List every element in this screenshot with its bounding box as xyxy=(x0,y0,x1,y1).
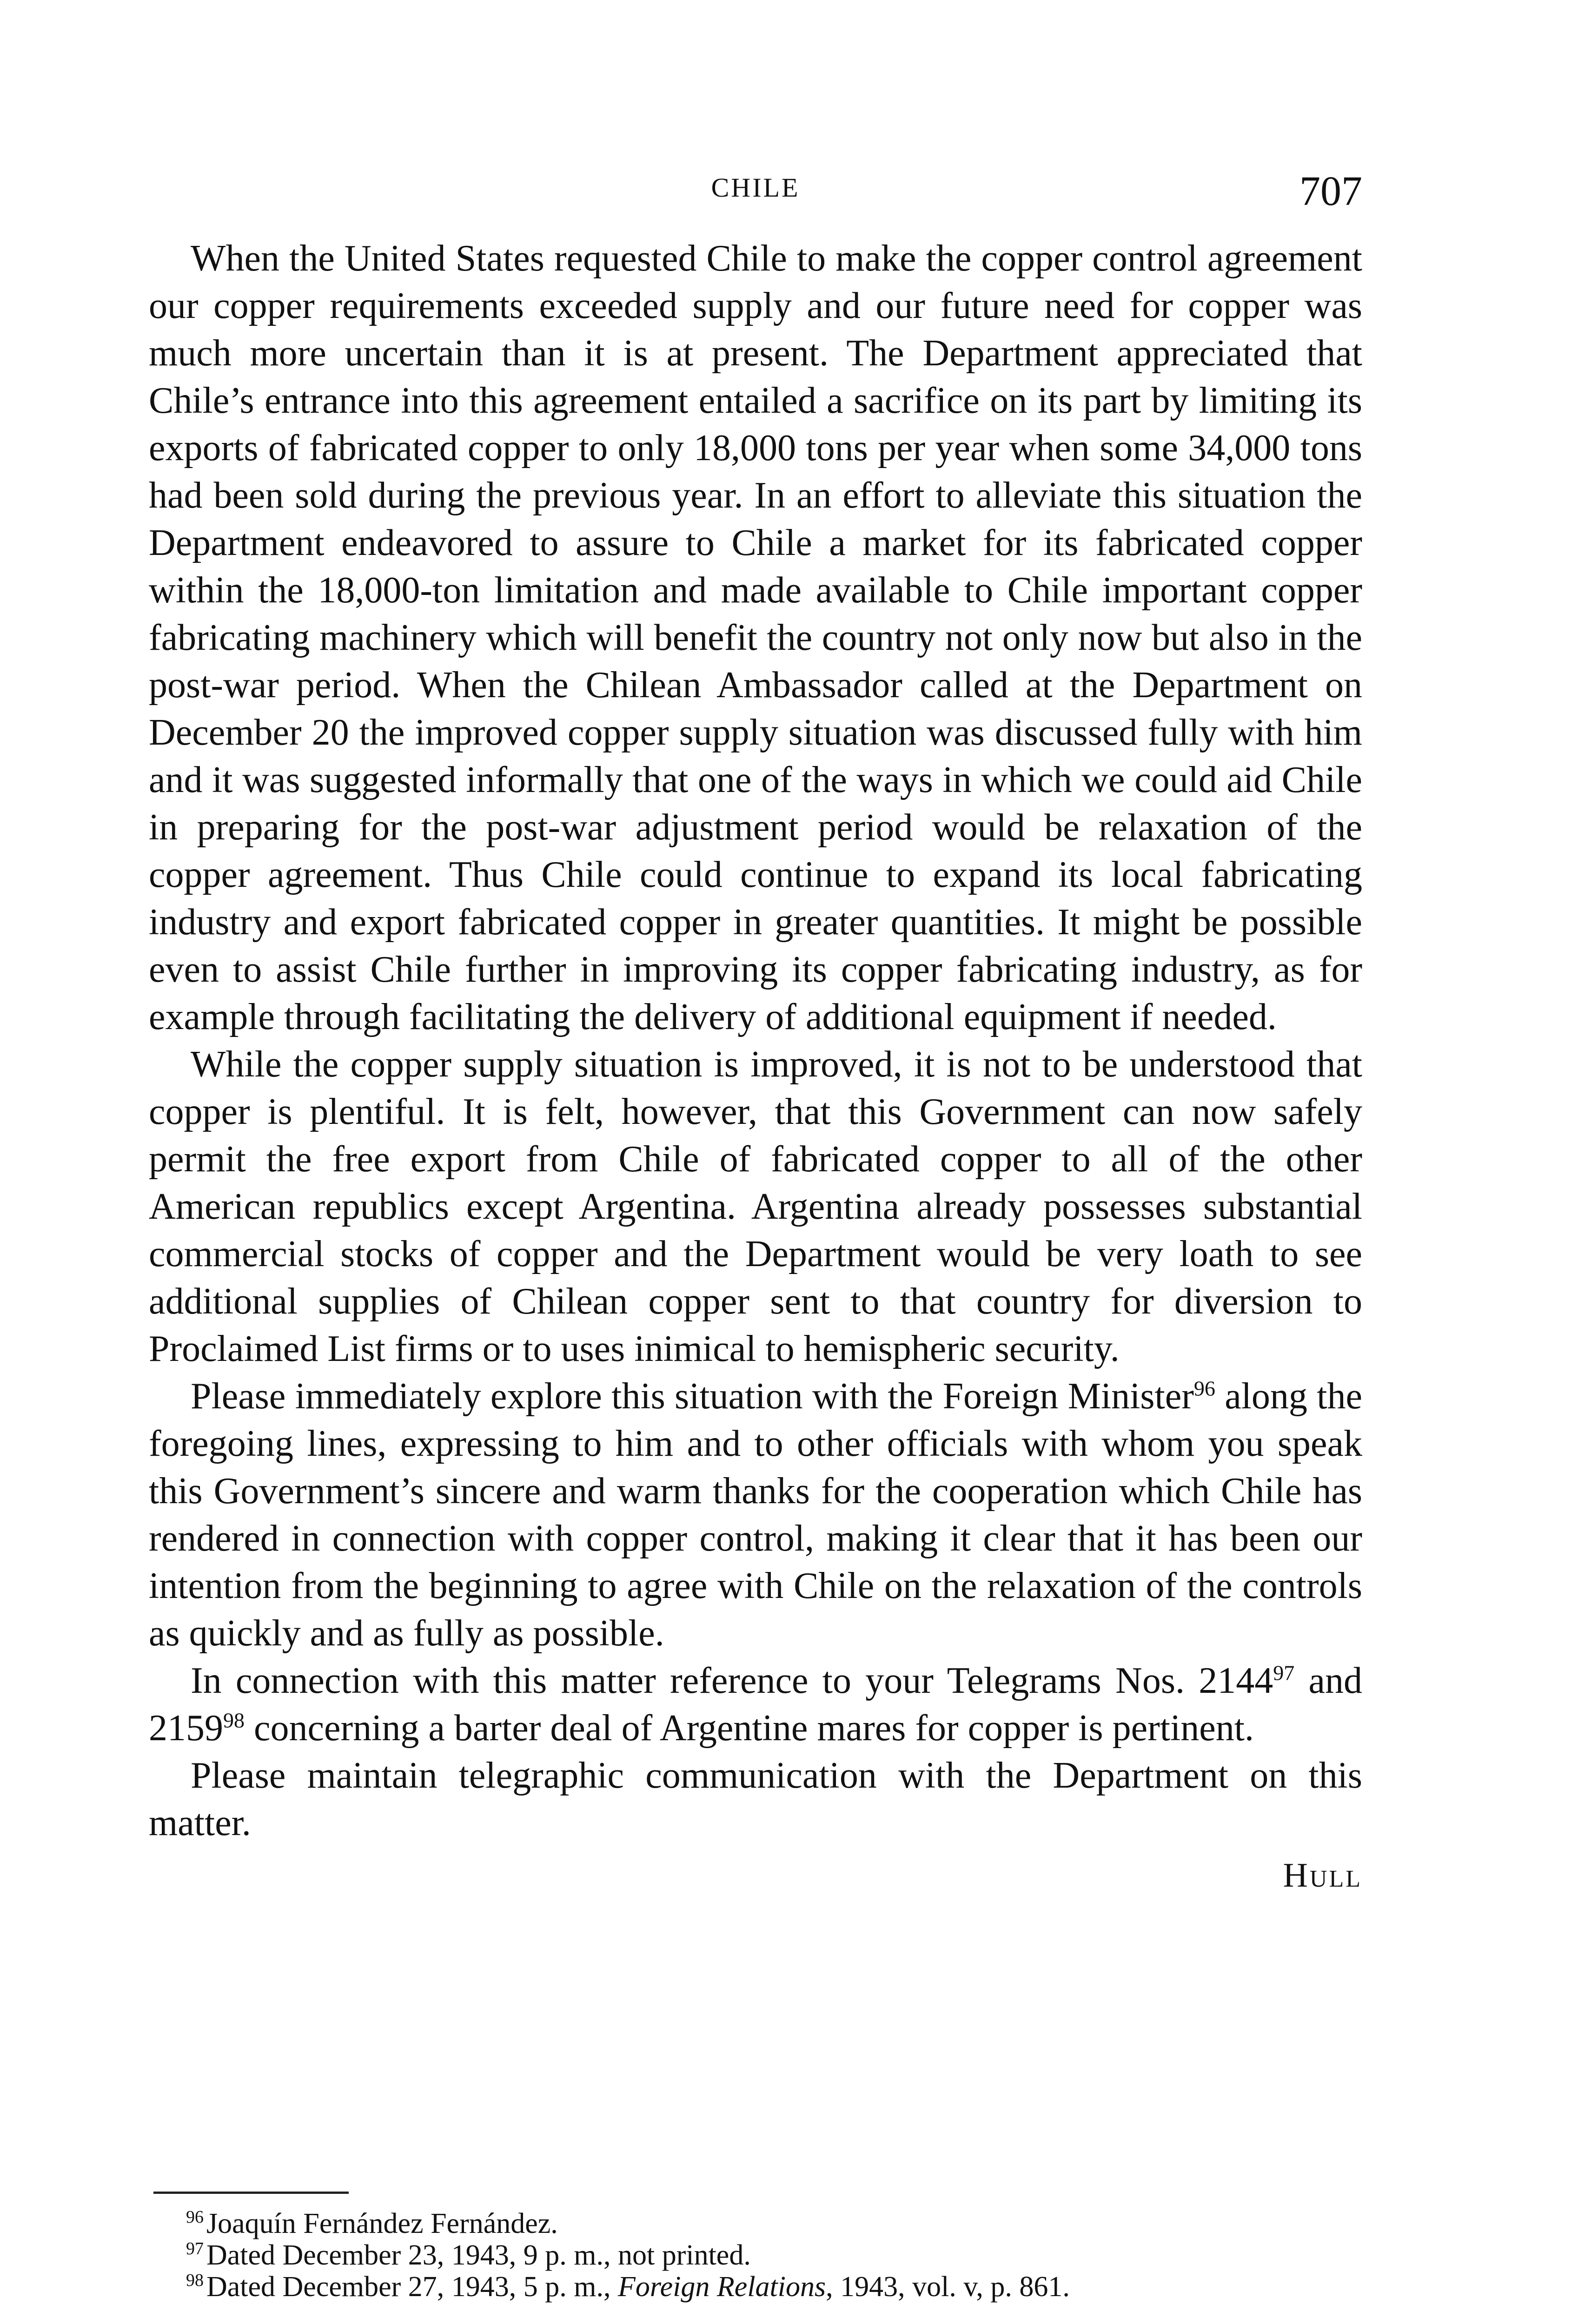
text-run: and 2159 xyxy=(149,1660,1362,1749)
paragraph xyxy=(149,235,1362,1041)
footnote-reference: 97 xyxy=(1273,1661,1295,1685)
italic-text: Foreign Relations xyxy=(617,2271,826,2303)
paragraph xyxy=(149,1752,1362,1847)
paragraph xyxy=(149,1041,1362,1373)
footnote-number: 96 xyxy=(186,2207,204,2227)
body-text xyxy=(149,235,1362,1895)
paragraph xyxy=(149,1373,1362,1657)
text-run: Please immediately explore this situation with the Foreign Minister xyxy=(191,1376,1194,1417)
text-run: When the United States requested Chile to make the copper control agreement our copper requirements exceeded supply and our future need for copper was much more uncertain than it is at present. The Department appreciated that Chile’s entrance into this agreement entailed a sacrifice on its part by limiting its exports of fabricated copper to only 18,000 tons per year when some 34,000 tons had been sold during the previous year. In an effort to alleviate this situation the Department endeavored to assure to Chile a market for its fabricated copper within the 18,000-ton limitation and made available to Chile important copper fabricating machinery which will benefit the country not only now but also in the post-war period. When the Chilean Ambassador called at the Department on December 20 the improved copper supply situation was discussed fully with him and it was suggested informally that one of the ways in which we could aid Chile in preparing for the post-war adjustment period would be relaxation of the copper agreement. Thus Chile could continue to expand its local fabricating industry and export fabricated copper in greater quantities. It might be possible even to assist Chile further in improving its copper fabricating industry, as for example through facilitating the delivery of additional equipment if needed. xyxy=(149,238,1362,1037)
page-number: 707 xyxy=(1299,168,1362,214)
text-run: Please maintain telegraphic communication with the Department on this matter. xyxy=(149,1755,1362,1843)
text-run: Joaquín Fernández Fernández. xyxy=(206,2208,558,2239)
footnote-reference: 96 xyxy=(1193,1376,1215,1400)
text-run: along the foregoing lines, expressing to him and to other officials with whom you speak this Government’s sincere and warm thanks for the cooperation which Chile has rendered in connection with copper control, making it clear that it has been our intention from the beginning to agree with Chile on the relaxation of the controls as quickly and as fully as possible. xyxy=(149,1376,1362,1654)
footnote-number: 97 xyxy=(186,2239,204,2259)
footnote-text xyxy=(206,2208,558,2239)
footnote xyxy=(186,2271,1358,2303)
running-title: CHILE xyxy=(711,172,800,203)
text-run: Dated December 27, 1943, 5 p. m., xyxy=(206,2271,618,2303)
footnote-divider xyxy=(153,2192,349,2194)
footnotes xyxy=(186,2208,1358,2303)
footnote-reference: 98 xyxy=(223,1708,245,1732)
text-run: In connection with this matter reference to your Telegrams Nos. 2144 xyxy=(191,1660,1273,1701)
running-head xyxy=(149,167,1362,218)
paragraph xyxy=(149,1657,1362,1752)
text-run: , 1943, vol. v, p. 861. xyxy=(826,2271,1070,2303)
text-run: Dated December 23, 1943, 9 p. m., not printed. xyxy=(206,2239,751,2271)
signature: Hull xyxy=(1283,1856,1362,1895)
footnote-number: 98 xyxy=(186,2271,204,2291)
footnote-text xyxy=(206,2271,1070,2303)
footnote xyxy=(186,2208,1358,2239)
footnote-text xyxy=(206,2239,751,2271)
text-run: While the copper supply situation is improved, it is not to be understood that copper is plentiful. It is felt, however, that this Government can now safely permit the free export from Chile of fabricated copper to all of the other American republics except Argentina. Argentina already possesses substantial commercial stocks of copper and the Department would be very loath to see additional supplies of Chilean copper sent to that country for diversion to Proclaimed List firms or to uses inimical to hemispheric security. xyxy=(149,1044,1362,1369)
text-run: concerning a barter deal of Argentine mares for copper is pertinent. xyxy=(245,1708,1254,1749)
footnote xyxy=(186,2239,1358,2271)
